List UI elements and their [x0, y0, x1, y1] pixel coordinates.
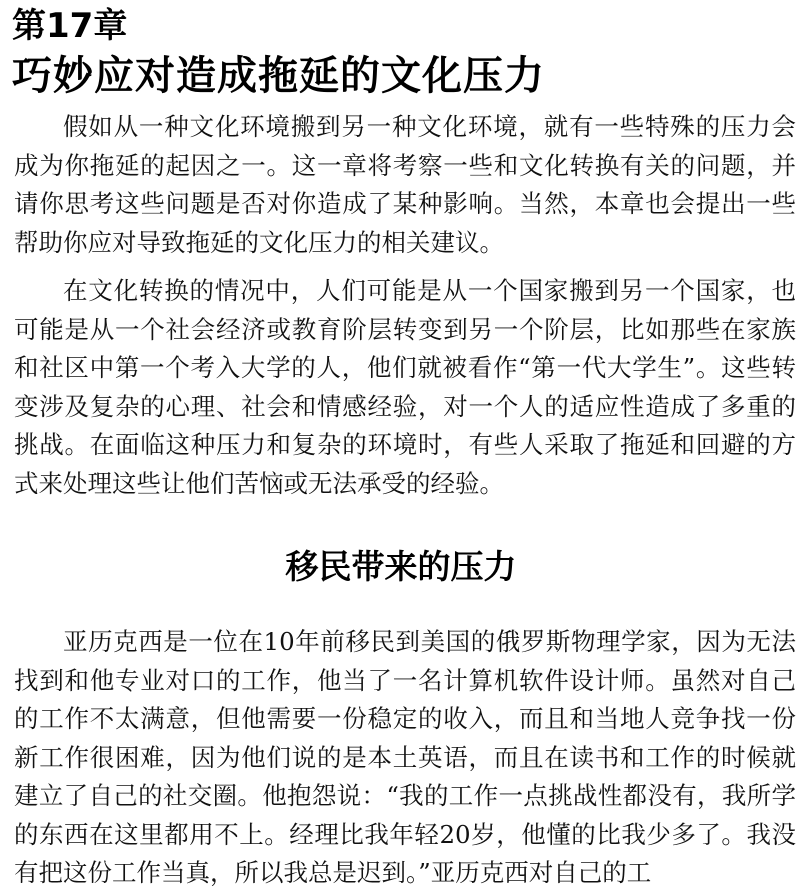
section-title: 移民带来的压力: [285, 547, 517, 586]
section-paragraph-1: 亚历克西是一位在10年前移民到美国的俄罗斯物理学家，因为无法找到和他专业对口的工作，他当了一名计算机软件设计师。虽然对自己的工作不太满意，但他需要一份稳定的收入，而且和当地人竞争找一份新工作很困难，因为他们说的是本土英语，而且在读书和工作的时候就建立了自己的社交圈。他抱怨说：“我的工作一点挑战性都没有，我所学的东西在这里都用不上。经理比我年轻20岁，他懂的比我少多了。我没有把这份工作当真，所以我总是迟到。”亚历克西对自己的工: [14, 627, 796, 887]
intro-paragraph-2: 在文化转换的情况中，人们可能是从一个国家搬到另一个国家，也可能是从一个社会经济或教育阶层转变到另一个阶层，比如那些在家族和社区中第一个考入大学的人，他们就被看作“第一代大学生”。这些转变涉及复杂的心理、社会和情感经验，对一个人的适应性造成了多重的挑战。在面临这种压力和复杂的环境时，有些人采取了拖延和回避的方式来处理这些让他们苦恼或无法承受的经验。: [14, 276, 796, 498]
intro-paragraph-1: 假如从一种文化环境搬到另一种文化环境，就有一些特殊的压力会成为你拖延的起因之一。这一章将考察一些和文化转换有关的问题，并请你思考这些问题是否对你造成了某种影响。当然，本章也会提出一些帮助你应对导致拖延的文化压力的相关建议。: [14, 112, 796, 257]
chapter-title: 巧妙应对造成拖延的文化压力: [12, 53, 545, 99]
chapter-label: 第17章: [12, 6, 128, 46]
